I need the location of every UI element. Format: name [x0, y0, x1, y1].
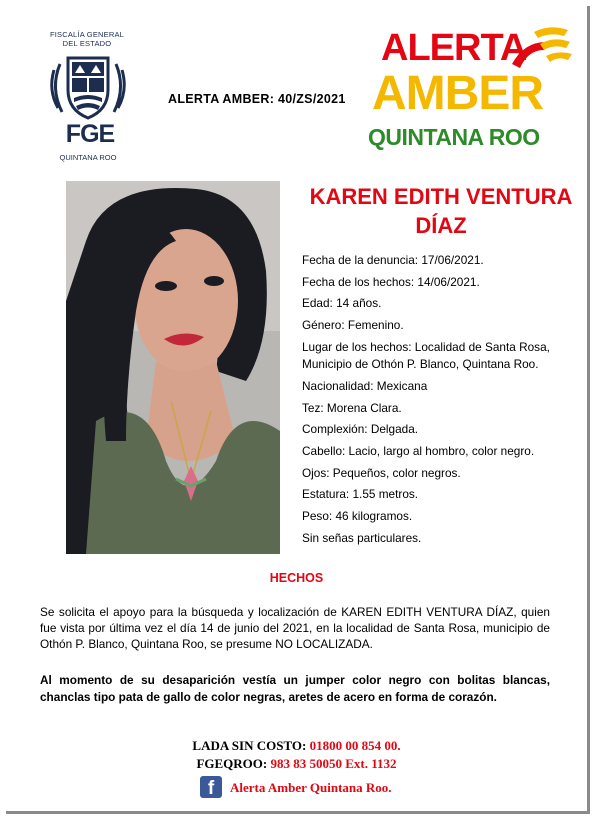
detail-location — [302, 337, 587, 376]
amber-logo-line1: ALERTA — [381, 27, 527, 69]
detail-height: Estatura: 1.55 metros. — [302, 487, 419, 502]
section-title-hechos: HECHOS — [269, 571, 324, 585]
detail-eyes: Ojos: Pequeños, color negros. — [302, 465, 461, 480]
toll-free-label: LADA SIN COSTO: — [192, 738, 307, 753]
agency-state: QUINTANA ROO — [59, 153, 117, 162]
detail-complexion-tone: Tez: Morena Clara. — [302, 400, 402, 415]
person-name-line2: DÍAZ — [415, 213, 467, 238]
person-name — [296, 182, 586, 240]
agency-name — [36, 30, 138, 48]
detail-location-line1: Lugar de los hechos: Localidad de Santa Rosa, — [302, 339, 550, 354]
detail-build: Complexión: Delgada. — [302, 422, 419, 437]
facebook-icon[interactable]: f — [200, 776, 222, 798]
detail-nationality: Nacionalidad: Mexicana — [302, 378, 428, 393]
alert-poster — [6, 6, 590, 814]
amber-logo-line2: AMBER — [372, 67, 543, 120]
fgeqroo-number: 983 83 50050 Ext. 1132 — [267, 756, 397, 771]
person-name-line1: KAREN EDITH VENTURA — [309, 184, 573, 209]
detail-report-date: Fecha de la denuncia: 17/06/2021. — [302, 253, 484, 267]
agency-name-line1: FISCALÍA GENERAL — [49, 30, 125, 39]
alert-code: ALERTA AMBER: 40/ZS/2021 — [168, 92, 346, 106]
amber-logo-line3: QUINTANA ROO — [368, 124, 540, 150]
person-details — [302, 250, 587, 549]
agency-name-line2: DEL ESTADO — [62, 39, 112, 48]
fgeqroo-line — [6, 756, 587, 772]
agency-acronym: FGE — [65, 120, 115, 148]
detail-gender: Género: Femenino. — [302, 318, 404, 333]
fgeqroo-label: FGEQROO: — [196, 756, 268, 771]
detail-weight: Peso: 46 kilogramos. — [302, 509, 413, 524]
detail-hair: Cabello: Lacio, largo al hombro, color negro. — [302, 443, 535, 458]
facebook-page-link[interactable]: Alerta Amber Quintana Roo. — [230, 780, 392, 795]
toll-free-number: 01800 00 854 00. — [306, 738, 401, 753]
detail-event-date: Fecha de los hechos: 14/06/2021. — [302, 274, 480, 289]
clothing-paragraph: Al momento de su desaparición vestía un jumper color negro con bolitas blancas, chanclas tipo pata de gallo de color negras, aretes de acero en forma de corazón. — [40, 673, 550, 704]
detail-location-line2: Municipio de Othón P. Blanco, Quintana Roo. — [302, 356, 539, 371]
toll-free-line — [6, 738, 587, 754]
missing-person-photo — [66, 181, 280, 554]
detail-marks: Sin señas particulares. — [302, 530, 422, 545]
detail-age: Edad: 14 años. — [302, 296, 382, 311]
facts-paragraph: Se solicita el apoyo para la búsqueda y localización de KAREN EDITH VENTURA DÍAZ, quien fue vista por última vez el día 14 de junio del 2021, en la localidad de Santa Rosa, municipio de Othón P. Blanco, Quintana Roo, se presume NO LOCALIZADA. — [40, 605, 550, 651]
fge-shield-icon — [44, 50, 132, 122]
